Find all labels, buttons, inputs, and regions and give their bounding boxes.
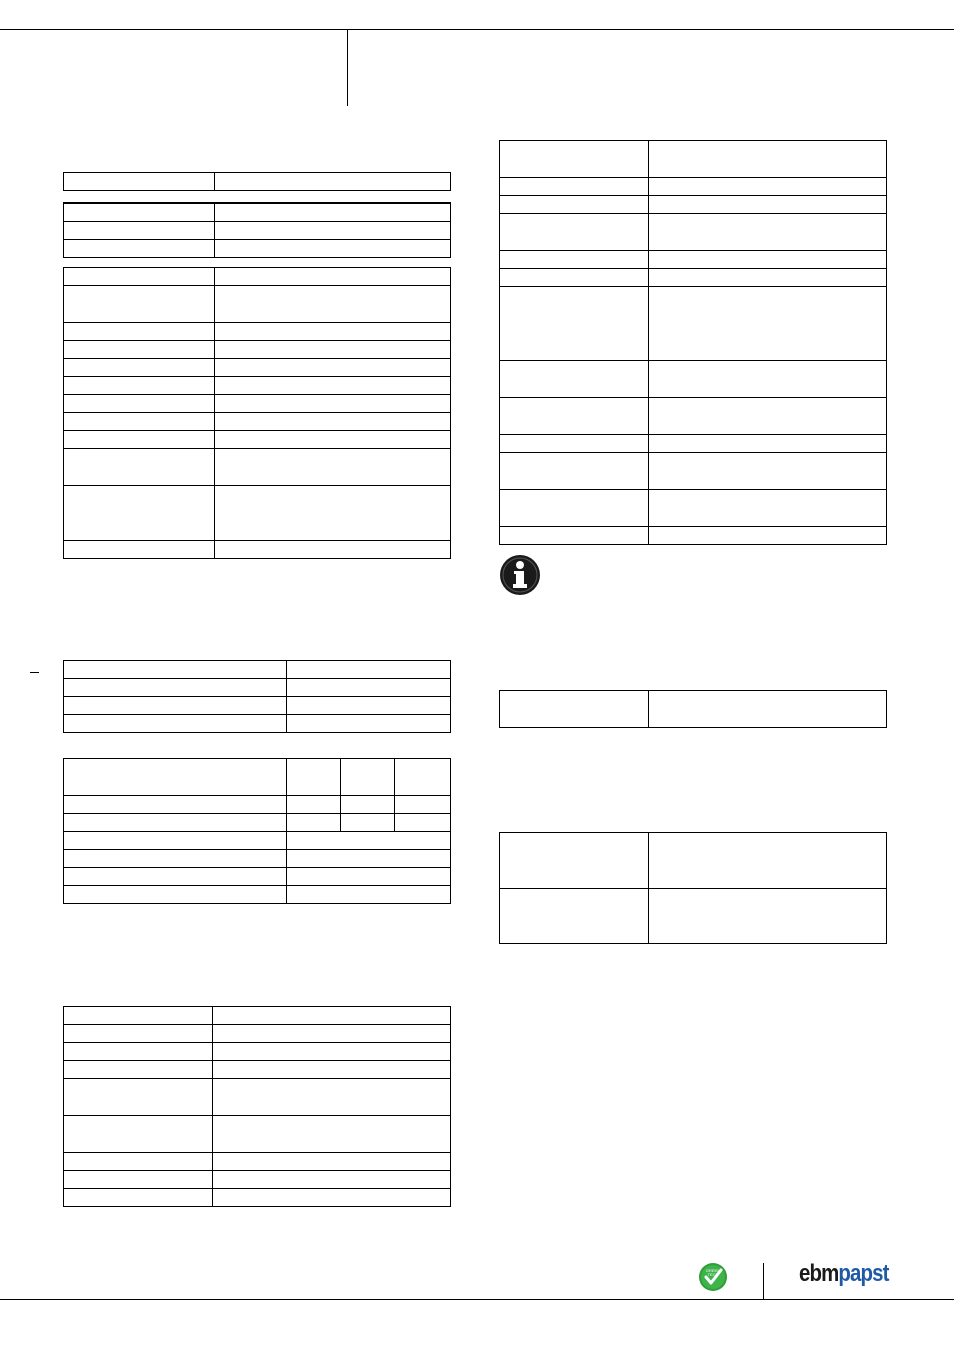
table-row: [64, 1171, 451, 1189]
spec-table-right-c: [499, 832, 887, 944]
table-row: [500, 361, 887, 398]
brand-logo: [799, 1260, 889, 1288]
table-row: [500, 398, 887, 435]
header-divider: [347, 29, 348, 106]
table-row: [64, 323, 451, 341]
table-row: [64, 868, 451, 886]
footer-divider: [763, 1263, 764, 1299]
table-row: [64, 221, 451, 239]
table-row: [64, 341, 451, 359]
margin-mark: [30, 672, 39, 673]
table-row: [64, 395, 451, 413]
greentech-badge: [698, 1262, 728, 1292]
table-row: [500, 178, 887, 196]
table-row: [64, 661, 451, 679]
table-row: [64, 377, 451, 395]
spec-table-left-d: [63, 660, 451, 733]
table-row: [64, 715, 451, 733]
table-row: [64, 203, 451, 221]
table-row: [64, 796, 451, 814]
greentech-text-2: TECH: [707, 1272, 719, 1277]
table-row: [500, 435, 887, 453]
info-icon: [499, 554, 541, 596]
table-row: [64, 541, 451, 559]
table-row: [64, 1079, 451, 1116]
table-row: [64, 173, 451, 191]
table-row: [64, 431, 451, 449]
spec-table-right-a: [499, 140, 887, 545]
spec-table-right-b: [499, 690, 887, 728]
spec-table-left-c: [63, 267, 451, 559]
table-row: [64, 239, 451, 257]
table-row: [64, 268, 451, 286]
table-row: [500, 251, 887, 269]
logo-part-papst: papst: [838, 1260, 889, 1287]
table-row: [500, 287, 887, 361]
table-row: [500, 453, 887, 490]
logo-part-ebm: ebm: [799, 1260, 839, 1287]
spec-table-left-a: [63, 172, 451, 191]
table-row: [500, 833, 887, 889]
table-row: [64, 832, 451, 850]
table-row: [64, 759, 451, 796]
table-row: [64, 286, 451, 323]
table-row: [64, 486, 451, 541]
spec-table-left-f: [63, 1006, 451, 1207]
table-row: [64, 679, 451, 697]
table-row: [500, 214, 887, 251]
table-row: [500, 490, 887, 527]
table-row: [64, 1043, 451, 1061]
table-row: [500, 691, 887, 728]
greentech-text-1: GREEN: [705, 1268, 721, 1273]
table-row: [64, 697, 451, 715]
table-row: [500, 196, 887, 214]
table-row: [64, 886, 451, 904]
header-rule: [0, 29, 954, 30]
table-row: [64, 814, 451, 832]
table-row: [64, 449, 451, 486]
table-row: [64, 1025, 451, 1043]
table-row: [64, 1189, 451, 1207]
table-row: [64, 1061, 451, 1079]
table-row: [64, 1153, 451, 1171]
table-row: [500, 527, 887, 545]
spec-table-left-b: [63, 202, 451, 258]
table-row: [500, 889, 887, 944]
spec-table-left-e: [63, 758, 451, 904]
table-row: [64, 359, 451, 377]
footer-rule: [0, 1299, 954, 1300]
table-row: [500, 141, 887, 178]
table-row: [64, 1007, 451, 1025]
table-row: [64, 850, 451, 868]
table-row: [64, 1116, 451, 1153]
table-row: [64, 413, 451, 431]
table-row: [500, 269, 887, 287]
